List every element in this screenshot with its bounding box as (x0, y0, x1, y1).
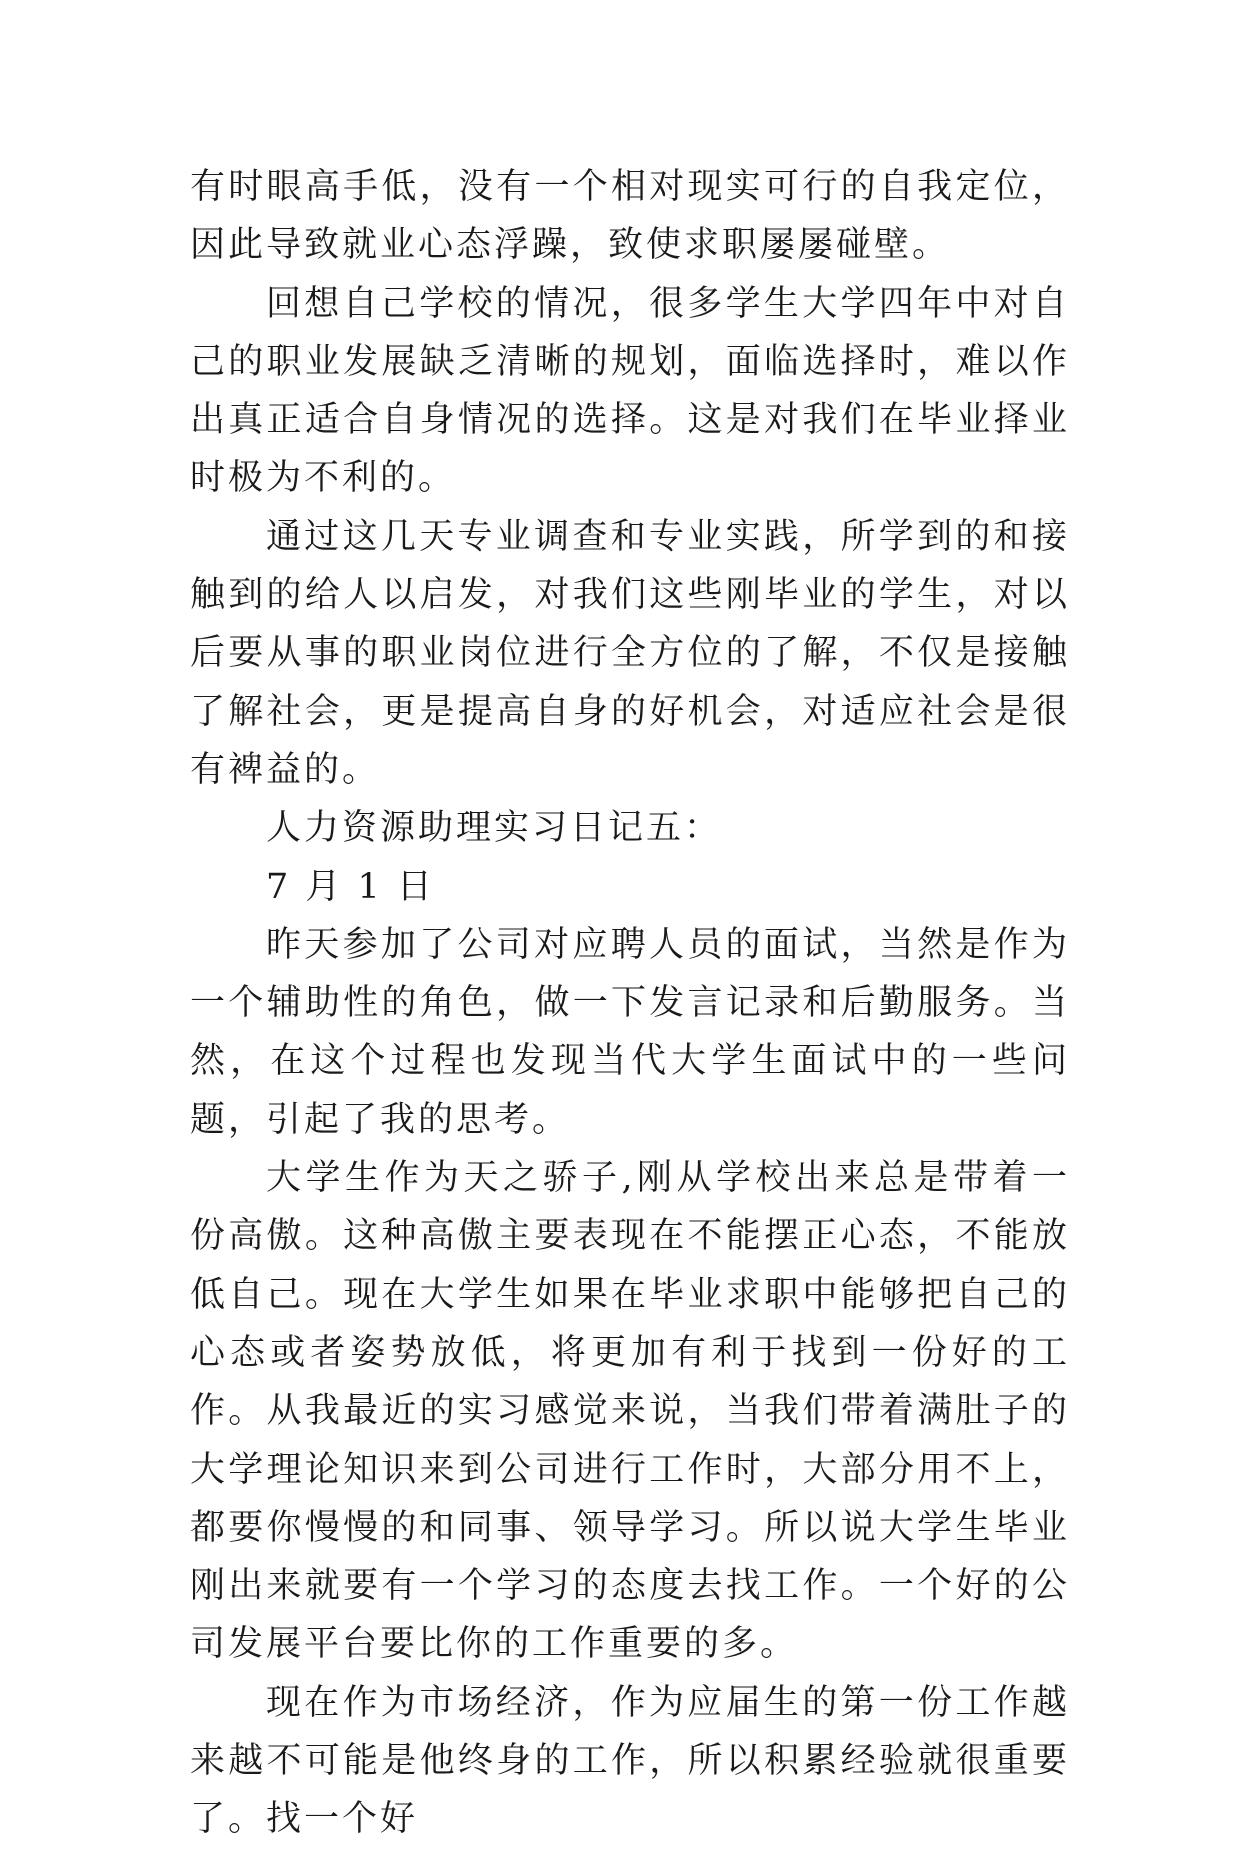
paragraph: 通过这几天专业调查和专业实践，所学到的和接触到的给人以启发，对我们这些刚毕业的学生，对以后要从事的职业岗位进行全方位的了解，不仅是接触了解社会，更是提高自身的好机会，对适应社会是很有裨益的。 (190, 516, 1070, 790)
paragraph: 大学生作为天之骄子,刚从学校出来总是带着一份高傲。这种高傲主要表现在不能摆正心态，不能放低自己。现在大学生如果在毕业求职中能够把自己的心态或者姿势放低，将更加有利于找到一份好的工作。从我最近的实习感觉来说，当我们带着满肚子的大学理论知识来到公司进行工作时，大部分用不上，都要你慢慢的和同事、领导学习。所以说大学生毕业刚出来就要有一个学习的态度去找工作。一个好的公司发展平台要比你的工作重要的多。 (190, 1158, 1070, 1665)
diary-heading: 人力资源助理实习日记五： (266, 808, 723, 849)
document-body (190, 158, 1070, 1849)
paragraph: 现在作为市场经济，作为应届生的第一份工作越来越不可能是他终身的工作，所以积累经验就很重要了。找一个好 (190, 1682, 1070, 1840)
paragraph: 回想自己学校的情况，很多学生大学四年中对自己的职业发展缺乏清晰的规划，面临选择时，难以作出真正适合自身情况的选择。这是对我们在毕业择业时极为不利的。 (190, 283, 1070, 499)
paragraph: 有时眼高手低，没有一个相对现实可行的自我定位，因此导致就业心态浮躁，致使求职屡屡碰壁。 (190, 167, 1070, 266)
diary-date: 7 月 1 日 (266, 866, 435, 907)
paragraph: 昨天参加了公司对应聘人员的面试，当然是作为一个辅助性的角色，做一下发言记录和后勤服务。当然，在这个过程也发现当代大学生面试中的一些问题，引起了我的思考。 (190, 924, 1070, 1140)
